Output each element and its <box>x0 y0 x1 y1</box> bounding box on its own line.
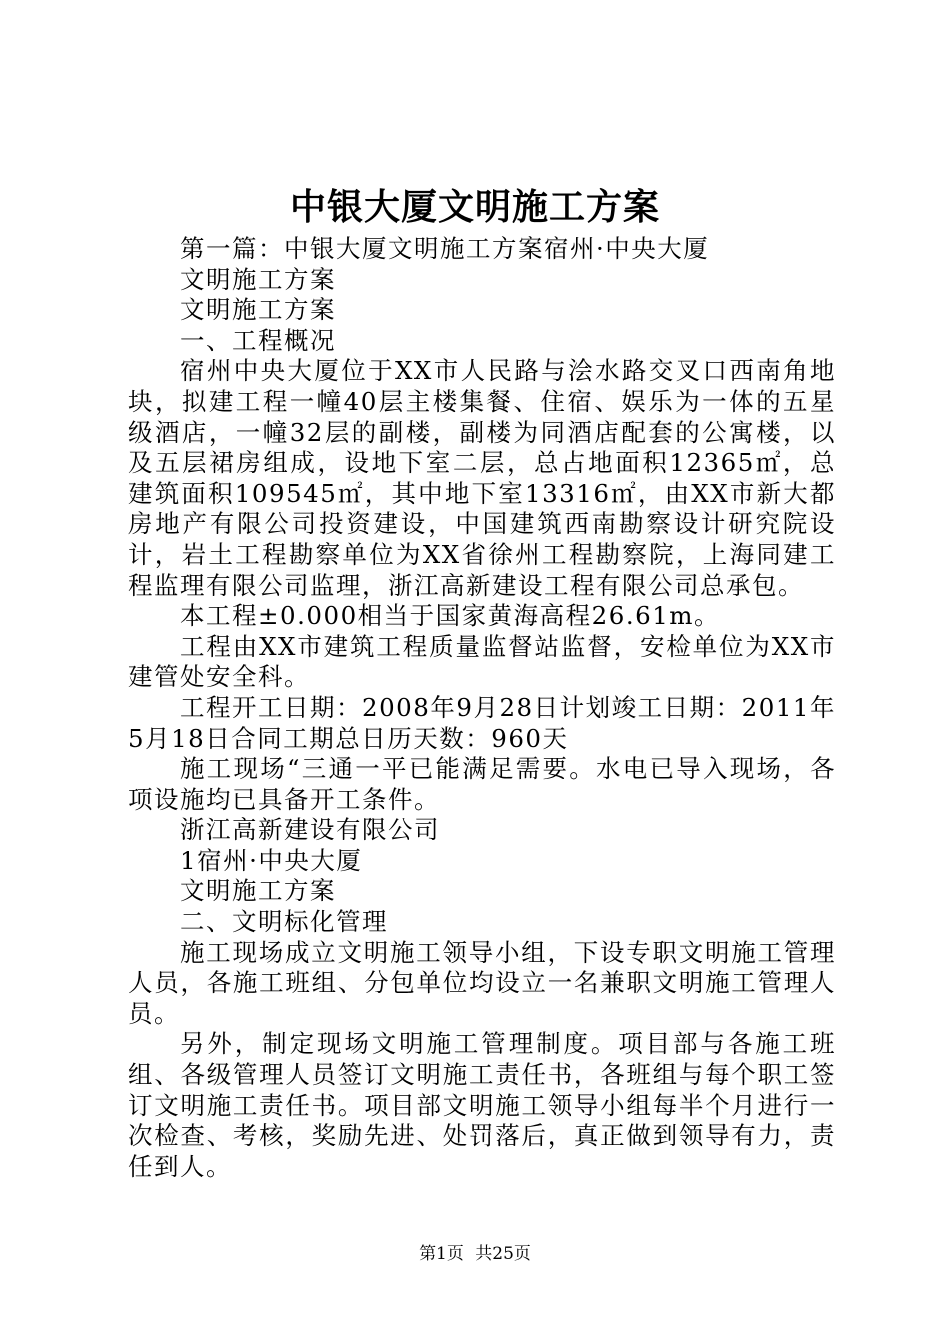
paragraph: 文明施工方案 <box>180 295 336 325</box>
paragraph: 文明施工方案 <box>180 264 336 294</box>
document-title: 中银大厦文明施工方案 <box>289 186 660 228</box>
paragraph: 1宿州·中央大厦 <box>180 845 363 875</box>
document-body <box>128 234 836 1182</box>
section-heading: 二、文明标化管理 <box>180 907 388 937</box>
paragraph: 另外，制定现场文明施工管理制度。项目部与各施工班组、各级管理人员签订文明施工责任书，各班组与每个职工签订文明施工责任书。项目部文明施工领导小组每半个月进行一次检查、考核，奖励先进、处罚落后，真正做到领导有力，责任到人。 <box>128 1029 836 1181</box>
page-number: 第1页 <box>419 1244 464 1264</box>
paragraph: 施工现场“三通一平已能满足需要。水电已导入现场，各项设施均已具备开工条件。 <box>128 754 836 814</box>
paragraph: 施工现场成立文明施工领导小组，下设专职文明施工管理人员，各施工班组、分包单位均设立一名兼职文明施工管理人员。 <box>128 937 836 1028</box>
paragraph: 文明施工方案 <box>180 876 336 906</box>
paragraph: 宿州中央大厦位于XX市人民路与浍水路交叉口西南角地块，拟建工程一幢40层主楼集餐、住宿、娱乐为一体的五星级酒店，一幢32层的副楼，副楼为同酒店配套的公寓楼，以及五层裙房组成，设地下室二层，总占地面积12365㎡，总建筑面积109545㎡，其中地下室13316㎡，由XX市新大都房地产有限公司投资建设，中国建筑西南勘察设计研究院设计，岩土工程勘察单位为XX省徐州工程勘察院，上海同建工程监理有限公司监理，浙江高新建设工程有限公司总承包。 <box>128 356 836 600</box>
paragraph: 浙江高新建设有限公司 <box>180 815 440 845</box>
section-heading: 一、工程概况 <box>180 325 336 355</box>
page-footer <box>0 1242 950 1266</box>
paragraph: 工程开工日期：2008年9月28日计划竣工日期：2011年5月18日合同工期总日历天数：960天 <box>128 692 836 753</box>
paragraph: 第一篇：中银大厦文明施工方案宿州·中央大厦 <box>180 234 710 263</box>
paragraph: 工程由XX市建筑工程质量监督站监督，安检单位为XX市建管处安全科。 <box>128 631 836 692</box>
paragraph: 本工程±0.000相当于国家黄海高程26.61m。 <box>180 601 721 631</box>
page-total: 共25页 <box>475 1244 531 1264</box>
